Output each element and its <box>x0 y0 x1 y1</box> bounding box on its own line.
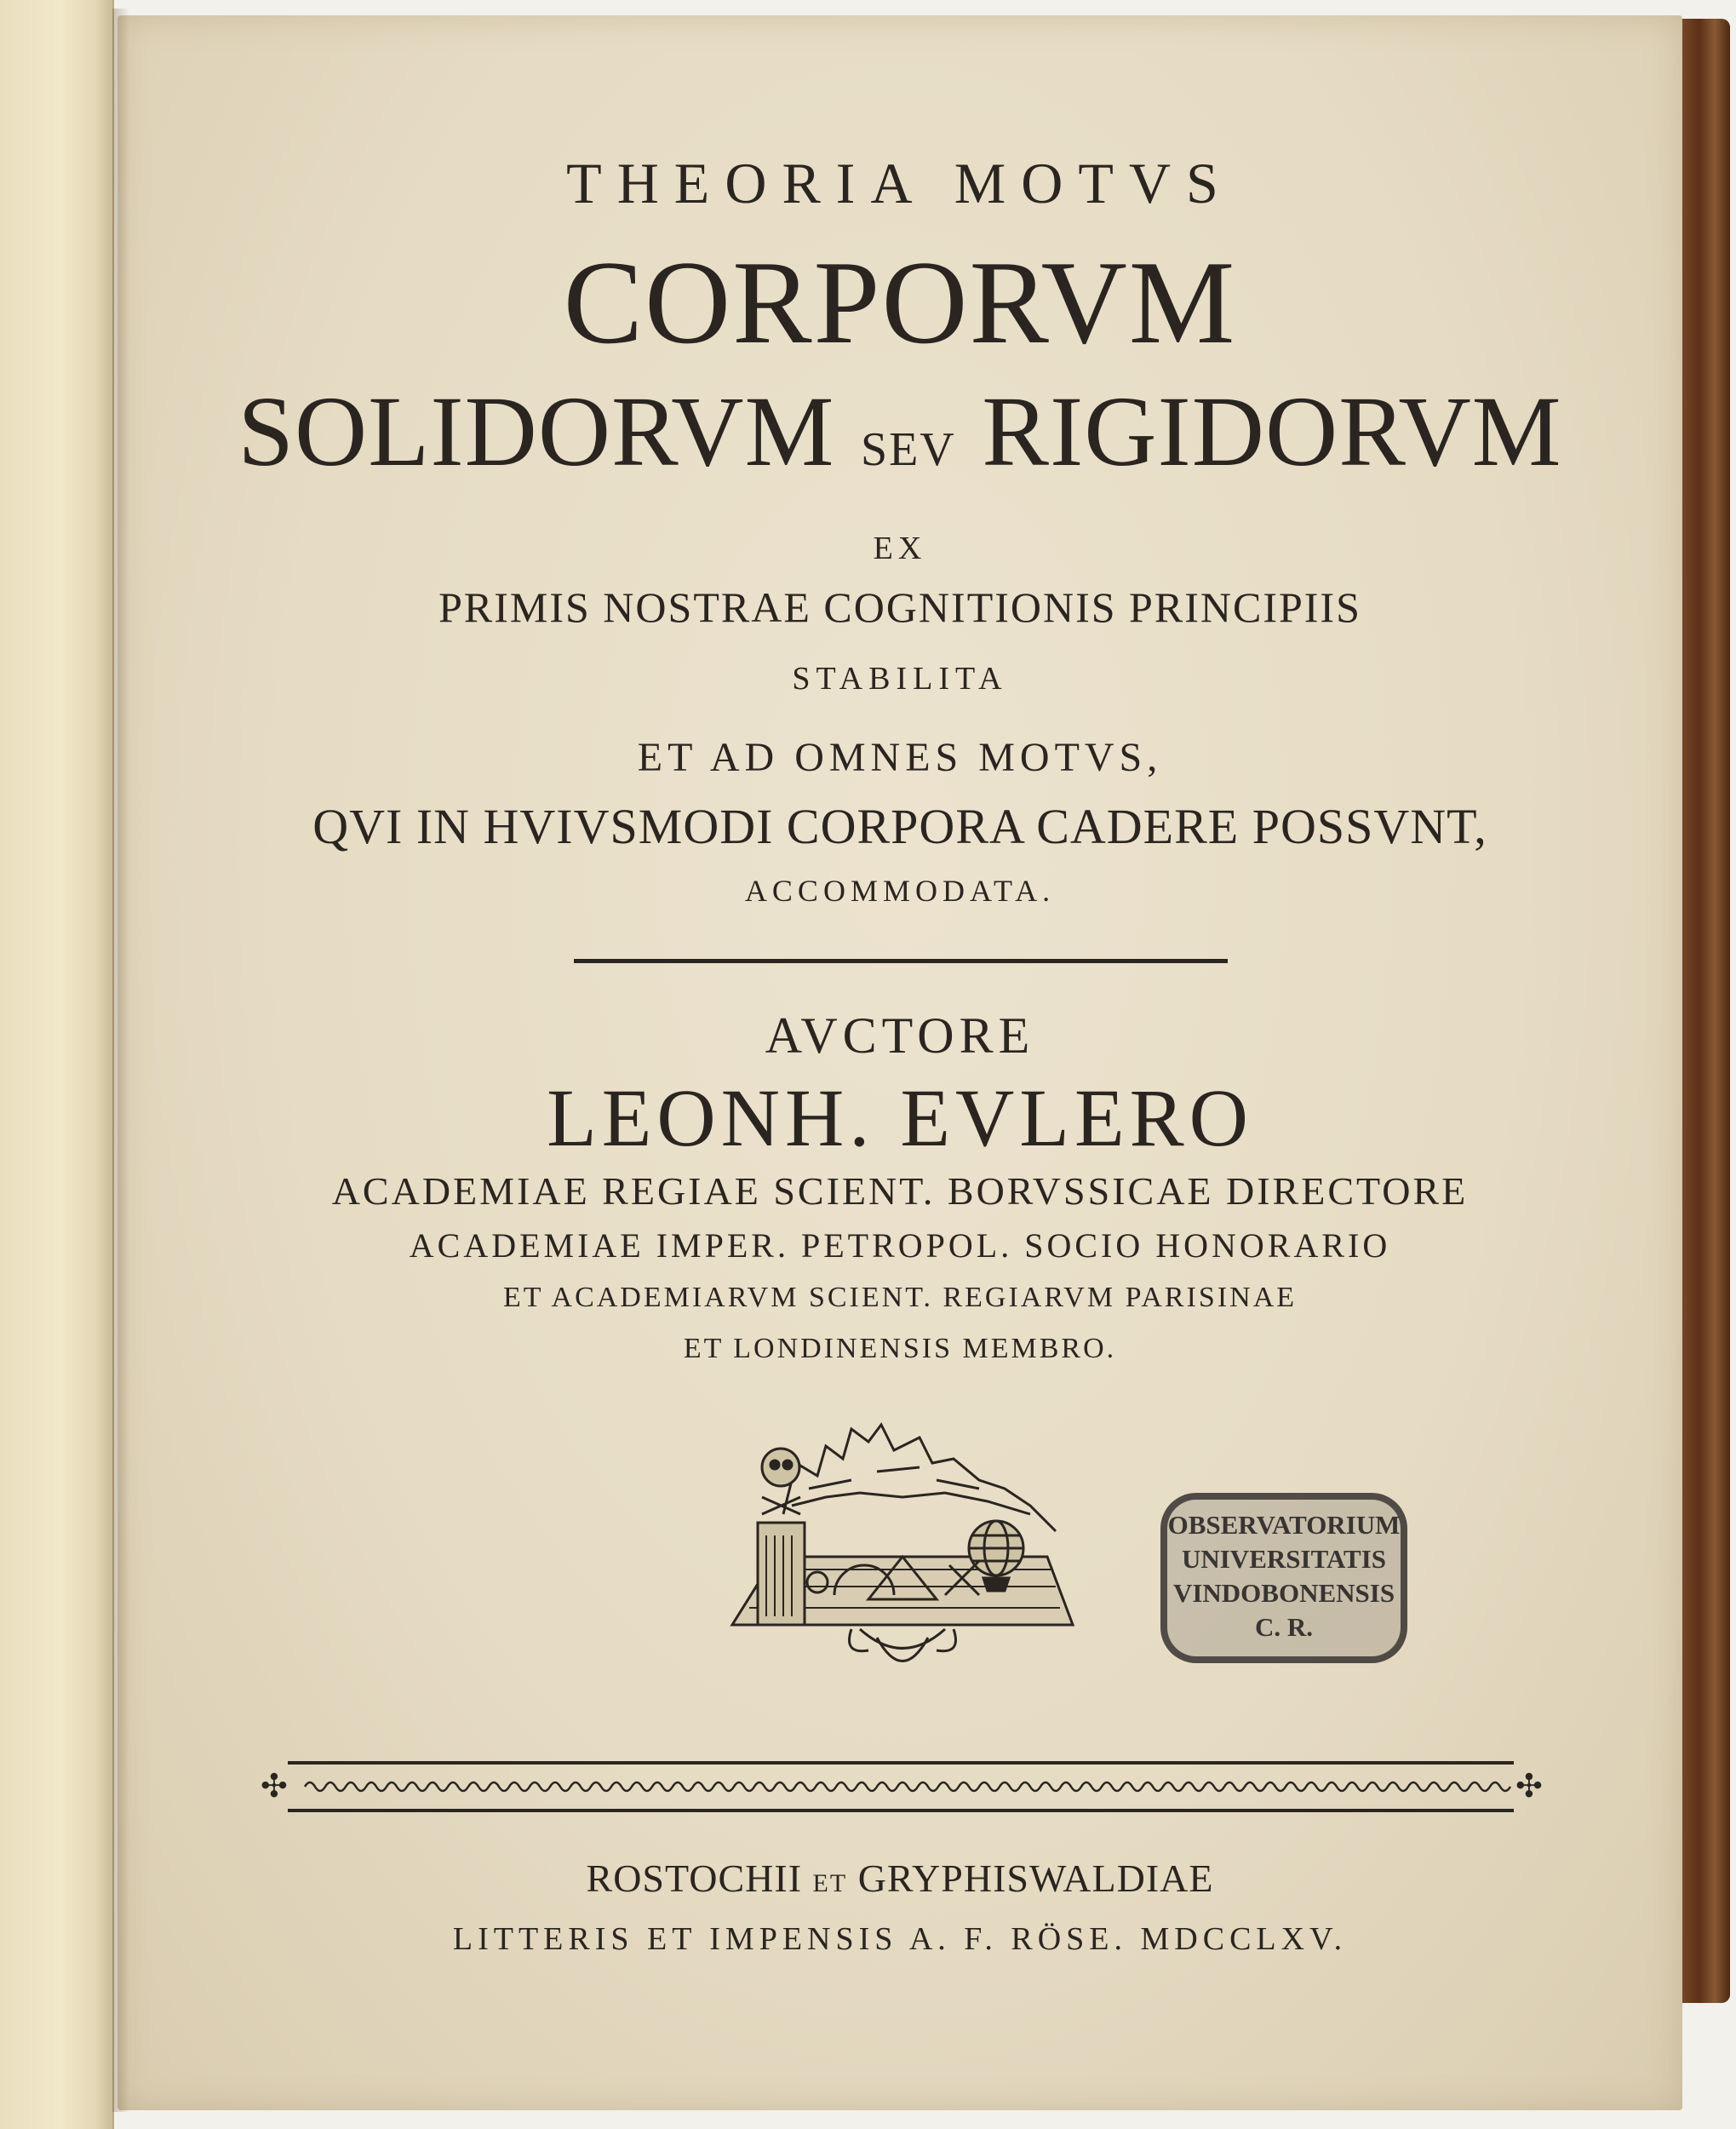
svg-text:✣: ✣ <box>1515 1767 1543 1805</box>
title-word-solidorum: SOLIDORVM <box>238 376 835 487</box>
imprint-place <box>117 1856 1682 1900</box>
gutter-shadow <box>112 9 129 2112</box>
author-intro: AVCTORE <box>765 1007 1035 1064</box>
ornamental-rule-icon <box>254 1753 1548 1821</box>
title-line-stabilita: STABILITA <box>792 661 1008 697</box>
title-line-et-ad-omnes: ET AD OMNES MOTVS, <box>637 735 1163 780</box>
stamp-line-2: UNIVERSITATIS <box>1181 1544 1387 1574</box>
title-line-accommodata: ACCOMMODATA. <box>744 874 1056 908</box>
imprint-place-et: ET <box>812 1869 848 1897</box>
author-affiliation-1: ACADEMIAE REGIAE SCIENT. BORVSSICAE DIRECTORE <box>331 1169 1469 1213</box>
title-line-theoria-motus: THEORIA MOTVS <box>566 151 1234 215</box>
horizontal-rule <box>574 959 1228 963</box>
title-word-seu: SEV <box>860 423 956 476</box>
woodcut-vignette-icon <box>724 1412 1081 1701</box>
author-affiliation-2: ACADEMIAE IMPER. PETROPOL. SOCIO HONORARIO <box>409 1226 1391 1265</box>
title-line-solidorum-seu-rigidorum <box>117 376 1682 487</box>
stamp-line-3: VINDOBONENSIS <box>1172 1578 1395 1608</box>
title-line-qui-in-huiusmodi: QVI IN HVIVSMODI CORPORA CADERE POSSVNT, <box>312 799 1487 854</box>
author-affiliation-3: ET ACADEMIARVM SCIENT. REGIARVM PARISINAE <box>502 1282 1298 1313</box>
imprint-place-gryphiswaldiae: GRYPHISWALDIAE <box>857 1856 1214 1900</box>
svg-text:✣: ✣ <box>261 1767 288 1805</box>
stamp-line-1: OBSERVATORIUM <box>1167 1510 1401 1540</box>
facing-page <box>0 0 114 2129</box>
library-stamp <box>1160 1493 1407 1663</box>
title-word-rigidorum: RIGIDORVM <box>982 376 1562 487</box>
title-line-ex: EX <box>873 531 927 566</box>
imprint-place-rostochii: ROSTOCHII <box>586 1856 803 1900</box>
imprint-printer: LITTERIS ET IMPENSIS A. F. RÖSE. MDCCLXV. <box>452 1921 1348 1957</box>
title-line-primis: PRIMIS NOSTRAE COGNITIONIS PRINCIPIIS <box>438 583 1361 631</box>
stamp-line-4: C. R. <box>1254 1612 1314 1642</box>
author-affiliation-4: ET LONDINENSIS MEMBRO. <box>683 1333 1117 1364</box>
leather-cover-edge <box>1679 19 1730 2003</box>
title-page <box>117 15 1682 2110</box>
title-line-corporum: CORPORVM <box>563 237 1237 369</box>
author-name: LEONH. EVLERO <box>547 1072 1253 1163</box>
